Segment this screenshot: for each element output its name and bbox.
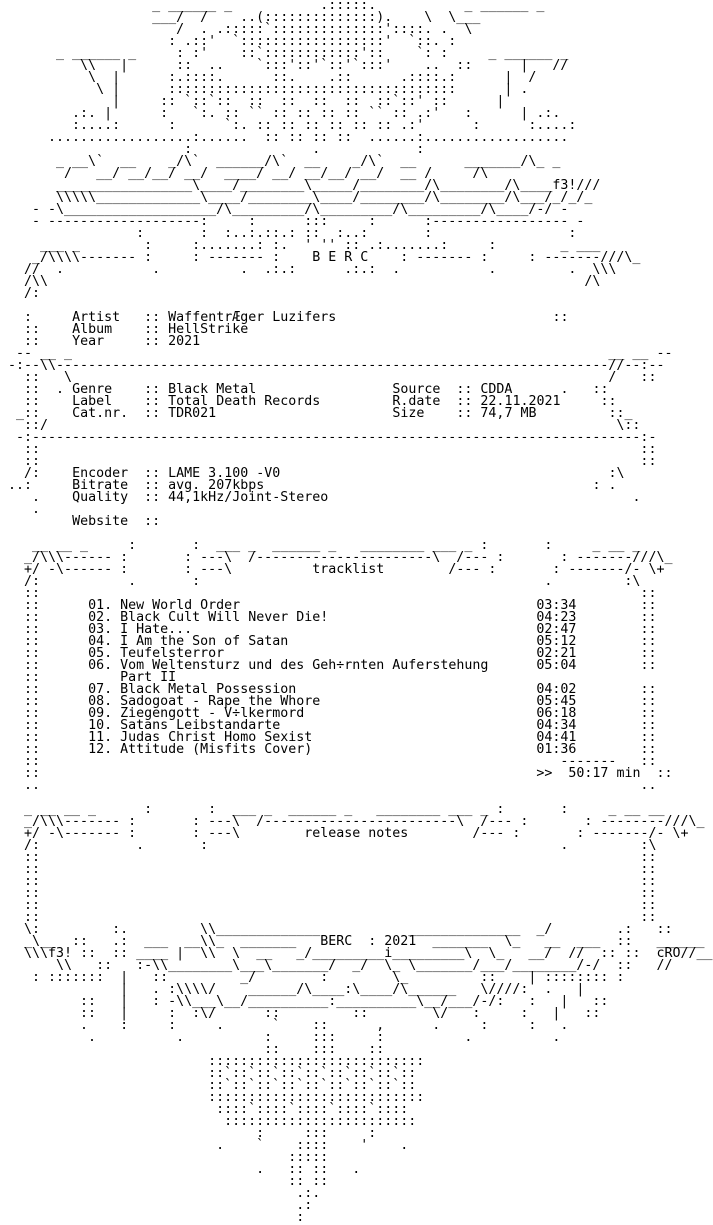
header-art-line-text: \ | :::::::::::::::::::::::::::::::::::: | . <box>0 82 529 97</box>
track-number: 01. <box>88 598 113 613</box>
rdate-value: 22.11.2021 <box>480 394 561 409</box>
frame-side-line: :: :: <box>0 850 657 865</box>
track-number: 07. <box>88 682 113 697</box>
header-art-line-text: ___/ / ..(::::::::::::::). \ \___ <box>0 10 481 25</box>
frame-side-line: :: :: <box>0 862 657 877</box>
frame-side-line: :: :: <box>0 910 657 925</box>
header-art-line-text: .:. | : `:. :: `` :: :: :: :: `` :: .:' : | .:. <box>0 106 561 121</box>
encoder-label: Encoder <box>72 466 129 481</box>
size-value: 74,7 MB <box>480 406 537 421</box>
header-art-line-text: _ ______ _ .:::::. _ ______ _ <box>0 0 545 13</box>
footer-art-line-text: ::`::`::`::`::`::`::`::`:: <box>0 1078 417 1093</box>
footer-art-line-text: . :: :: . <box>0 1162 361 1177</box>
encoder-value: LAME 3.100 -V0 <box>168 466 281 481</box>
tracklist-title: tracklist <box>312 562 385 577</box>
tracklist-frame-line-text: _/\\\------ : : ---\ /----------------------\ /--- : : -------///\_ <box>0 550 673 565</box>
footer-art-line-text: | . :\\\\/ ______/\____:\____/\______ \////: . | <box>0 982 585 997</box>
catnr-row: _:: Cat.nr. :: TDR021 Size :: 74,7 MB ::_ <box>0 406 633 421</box>
footer-art-line-text: :: | : -\\___\__/__________:__________\__/___/-/: : | :: <box>0 994 609 1009</box>
total-rule: :: ------- :: <box>0 754 657 769</box>
track-title: Teufelsterror <box>120 646 225 661</box>
header-art-line-text: ..................:...... :: :: :: :: ......:.................. <box>0 130 569 145</box>
signature-left: f3! <box>48 946 73 961</box>
track-row: :: 07. Black Metal Possession 04:02 :: <box>0 682 657 697</box>
header-art-line-text: ___ _ : :.......: :. ' '' :: .:.......: : _ ___ <box>0 238 601 253</box>
year-label: Year <box>72 334 105 349</box>
header-art-line-text: _________________\____/________\_____/________/\________/\____f3!/// <box>0 178 601 193</box>
header-art-line-text: \ | :.::::. ::. .:: .::::.: | / <box>0 70 537 85</box>
header-art-line-text: :....: : `:. :: :: :: :: :: :: .:' : :....: <box>0 118 577 133</box>
track-number: 03. <box>88 622 113 637</box>
footer-art-line <box>0 1212 640 1224</box>
tracklist-frame-line-text: __ __ _ : : ___ _ ______ _ ________ ___ _ : : _ __ _ <box>0 538 641 553</box>
total-prefix: >> <box>536 766 553 781</box>
divider-line: :: :: <box>0 454 657 469</box>
bitrate-row: ..: Bitrate :: avg. 207kbps : . <box>0 478 617 493</box>
frame-side-line: :: :: <box>0 886 657 901</box>
header-art-line-text: - -\___________________/\_________/\_________/\_________/\____/-/ - <box>0 202 569 217</box>
track-number: 11. <box>88 730 113 745</box>
track-duration: 03:34 <box>536 598 577 613</box>
track-number: 05. <box>88 646 113 661</box>
source-label: Source <box>392 382 441 397</box>
album-value: HellStrike <box>168 322 249 337</box>
rdate-label: R.date <box>392 394 441 409</box>
total-duration: 50:17 min <box>568 766 641 781</box>
header-art-line-text: _/\\\\------- : : ------- : B E R C : ------- : : -------///\_ <box>0 250 641 265</box>
track-number: 10. <box>88 718 113 733</box>
track-duration: 05:45 <box>536 694 577 709</box>
header-art-line-text: : : :..:.::.: :: :..: : : <box>0 226 577 241</box>
bitrate-label: Bitrate <box>72 478 129 493</box>
header-art-line <box>0 288 640 300</box>
header-art-line-text: /: <box>0 286 41 301</box>
track-row: :: 01. New World Order 03:34 :: <box>0 598 657 613</box>
track-duration: 04:23 <box>536 610 577 625</box>
notes-title: release notes <box>304 826 409 841</box>
header-art-line-text: | :: `::`:: :: :: :: :: ::`::' :: | <box>0 94 505 109</box>
track-title: New World Order <box>120 598 241 613</box>
encoder-row: /: Encoder :: LAME 3.100 -V0 :\ <box>0 466 625 481</box>
divider-line: ::/ \:: <box>0 418 641 433</box>
track-row: :: 06. Vom Weltensturz und des Geh÷rnten Auferstehung 05:04 :: <box>0 658 657 673</box>
year-value: 2021 <box>168 334 201 349</box>
track-row: :: 12. Attitude (Misfits Cover) 01:36 :: <box>0 742 657 757</box>
notes-header: +/ -\------- : : ---\ release notes /--- : : -------/- \+ <box>0 826 689 841</box>
footer-art-line-text: : ::::::: | :: _/ : \_ :: | :::::::: : <box>0 970 625 985</box>
header-art-line-text: // . . . .:.: .:.: . . . \\\ <box>0 262 617 277</box>
track-number: 08. <box>88 694 113 709</box>
track-number: 02. <box>88 610 113 625</box>
track-number: 06. <box>88 658 113 673</box>
footer-art-line-text: : <box>0 1210 305 1225</box>
track-duration: 02:47 <box>536 622 577 637</box>
track-duration: 05:04 <box>536 658 577 673</box>
footer-art-line-text: :: ::: :: <box>0 1042 385 1057</box>
frame-side-line: :: :: <box>0 874 657 889</box>
footer-art-line-text: . ` :::: ' . <box>0 1138 409 1153</box>
total-row: :: >> 50:17 min :: <box>0 766 673 781</box>
track-title: Attitude (Misfits Cover) <box>120 742 313 757</box>
footer-art-line-text: :: | : :\/ :: :: \/ : : | :: <box>0 1006 601 1021</box>
footer-art-line-text: ::`::`::`::`::`::`::`::`:: <box>0 1066 417 1081</box>
footer-art-line-text: ::::: <box>0 1150 329 1165</box>
track-title: Vom Weltensturz und des Geh÷rnten Auferstehung <box>120 658 489 673</box>
album-row: :: Album :: HellStrike <box>0 322 249 337</box>
tracklist-header: +/ -\------ : : ---\ tracklist /--- : : -------/- \+ <box>0 562 665 577</box>
track-row-continued: :: Part II <box>0 670 177 685</box>
year-row: :: Year :: 2021 <box>0 334 201 349</box>
track-title: Black Metal Possession <box>120 682 297 697</box>
track-title: I Hate... <box>120 622 193 637</box>
header-art-line-text: : . : <box>0 142 425 157</box>
label-value: Total Death Records <box>168 394 321 409</box>
catnr-label: Cat.nr. <box>72 406 129 421</box>
header-art-line-text: \\\\\_____________\____/________\____/________/\________/\___/_/_/_ <box>0 190 593 205</box>
header-art-line-text: /\\ /\ <box>0 274 601 289</box>
tracklist-frame-line-text: /: . : . :\ <box>0 574 641 589</box>
track-title: Ziegengott - V÷lkermord <box>120 706 305 721</box>
track-title: I Am the Son of Satan <box>120 634 289 649</box>
label-label: Label <box>72 394 113 409</box>
track-title: Sadogoat - Rape the Whore <box>120 694 321 709</box>
divider-line: -- __ _ __ __ -- <box>0 346 673 361</box>
website-label: Website <box>72 514 129 529</box>
header-art-line-text: / __/ __/__/ __/ ____/ __/ __/__/ __/ __ / /\ <box>0 166 489 181</box>
header-art-line-text: _ __\` __ _/\` ______/\` __ _/\` __ _______/\_ _ <box>0 154 561 169</box>
frame-side-line: .. .. <box>0 778 657 793</box>
track-title: Satans Leibstandarte <box>120 718 281 733</box>
track-number: 04. <box>88 634 113 649</box>
divider-line: -:----------------------------------------------------------------------------:- <box>0 430 657 445</box>
header-art-line <box>0 276 640 288</box>
header-art-line-text: - -------------------: : ::: : :----------------- - <box>0 214 585 229</box>
genre-label: Genre <box>72 382 113 397</box>
source-value: CDDA <box>480 382 513 397</box>
track-row: :: 10. Satans Leibstandarte 04:34 :: <box>0 718 657 733</box>
label-row: :: Label :: Total Death Records R.date :: 22.11.2021 :: <box>0 394 617 409</box>
genre-value: Black Metal <box>168 382 257 397</box>
website-row: Website :: <box>72 514 169 529</box>
footer-art-line-text: . . : ::: : . . <box>0 1030 561 1045</box>
quality-row: . Quality :: 44,1kHz/Joint-Stereo . <box>0 490 641 505</box>
artist-value: WaffentrÆger Luzifers <box>168 310 337 325</box>
divider-line: -:--\\---------------------------------------------------------------------//--:-- <box>0 358 665 373</box>
footer-art-line-text: ::::`::::`::::`::::`:::: <box>0 1102 409 1117</box>
footer-group: BERC <box>320 934 353 949</box>
track-row: :: 04. I Am the Son of Satan 05:12 :: <box>0 634 657 649</box>
header-art-line-text: / . .:::::`::::::::::::::'::::. . \ <box>0 22 473 37</box>
footer-art-line-text: \\ :: :-\\________\___\_______/ _/ \_ \_______/___/________/-/ :: // <box>0 958 673 973</box>
track-duration: 04:02 <box>536 682 577 697</box>
footer-year: 2021 <box>384 934 417 949</box>
track-row: :: 09. Ziegengott - V÷lkermord 06:18 :: <box>0 706 657 721</box>
header-art-line-text: _ ______ _ : :' ::`::::::::::::':: `: : _ ______ _ <box>0 46 569 61</box>
size-label: Size <box>392 406 425 421</box>
bitrate-value: avg. 207kbps <box>168 478 265 493</box>
track-title-continued: Part II <box>120 670 177 685</box>
album-label: Album <box>72 322 113 337</box>
footer-art-line-text: :: :: <box>0 1174 329 1189</box>
track-duration: 05:12 <box>536 634 577 649</box>
catnr-value: TDR021 <box>168 406 217 421</box>
track-row: :: 05. Teufelsterror 02:21 :: <box>0 646 657 661</box>
header-art-line-text: : .::' `::::::::::::::::::' `::. : <box>0 34 457 49</box>
track-row: :: 11. Judas Christ Homo Sexist 04:41 :: <box>0 730 657 745</box>
footer-art-line-text: . : : . ` :: , . : : . <box>0 1018 569 1033</box>
track-number: 12. <box>88 742 113 757</box>
track-row: :: 02. Black Cult Will Never Die! 04:23 :: <box>0 610 657 625</box>
track-title: Judas Christ Homo Sexist <box>120 730 313 745</box>
track-duration: 04:34 <box>536 718 577 733</box>
quality-value: 44,1kHz/Joint-Stereo <box>168 490 329 505</box>
track-title: Black Cult Will Never Die! <box>120 610 329 625</box>
track-duration: 06:18 <box>536 706 577 721</box>
footer-art-line-text: ::::::::::::::::::::::::::: <box>0 1054 425 1069</box>
footer-art-line-text: \: :. \\_____________ ______________ _/ .: :: <box>0 922 673 937</box>
footer-art-line-text: ::::::::::::::::::::::::::: <box>0 1090 425 1105</box>
track-row: :: 03. I Hate... 02:47 :: <box>0 622 657 637</box>
header-art-line-text: \\ | :: .. `:::'::'`::'`:::' .. :: | // <box>0 58 569 73</box>
quality-label: Quality <box>72 490 129 505</box>
frame-side-line: :: :: <box>0 898 657 913</box>
footer-sign-line: \\\f3! :: :: ____ | \\ \ __ _/_________i_________\ \_ __/ // :: :: cRO//__ <box>0 946 713 961</box>
track-row: :: 08. Sadogoat - Rape the Whore 05:45 :: <box>0 694 657 709</box>
track-duration: 01:36 <box>536 742 577 757</box>
artist-label: Artist <box>72 310 121 325</box>
notes-frame-line-text: /: . : . :\ <box>0 838 657 853</box>
track-duration: 02:21 <box>536 646 577 661</box>
footer-art-line-text: .: <box>0 1198 313 1213</box>
footer-art-line-text: .:. <box>0 1186 321 1201</box>
genre-row: :: . Genre :: Black Metal Source :: CDDA . :: <box>0 382 609 397</box>
frame-side-line: :: :: <box>0 586 657 601</box>
divider-line: :: \ / :: <box>0 370 657 385</box>
footer-art-line-text: : ::: : <box>0 1126 377 1141</box>
track-duration: 04:41 <box>536 730 577 745</box>
footer-art-line-text: :::::::::::::::::::::::: <box>0 1114 417 1129</box>
signature-right: cRO <box>656 946 681 961</box>
notes-frame-line-text: _/\\\------- : : ---\ /------------------------\ /--- : : --------///\_ <box>0 814 705 829</box>
artist-row: : Artist :: WaffentrÆger Luzifers :: <box>0 310 569 325</box>
blank-line: . <box>0 502 41 517</box>
divider-line: :: :: <box>0 442 657 457</box>
footer-group-line: _\__ :: .: ___ __\\_ _______ BERC : 2021 _______ \_ __ ___ :: ______ <box>0 934 705 949</box>
track-number: 09. <box>88 706 113 721</box>
notes-frame-line-text: _ __ __ _ : : ___ _ ______ _ ________ ___ _ : : _ __ __ <box>0 802 665 817</box>
